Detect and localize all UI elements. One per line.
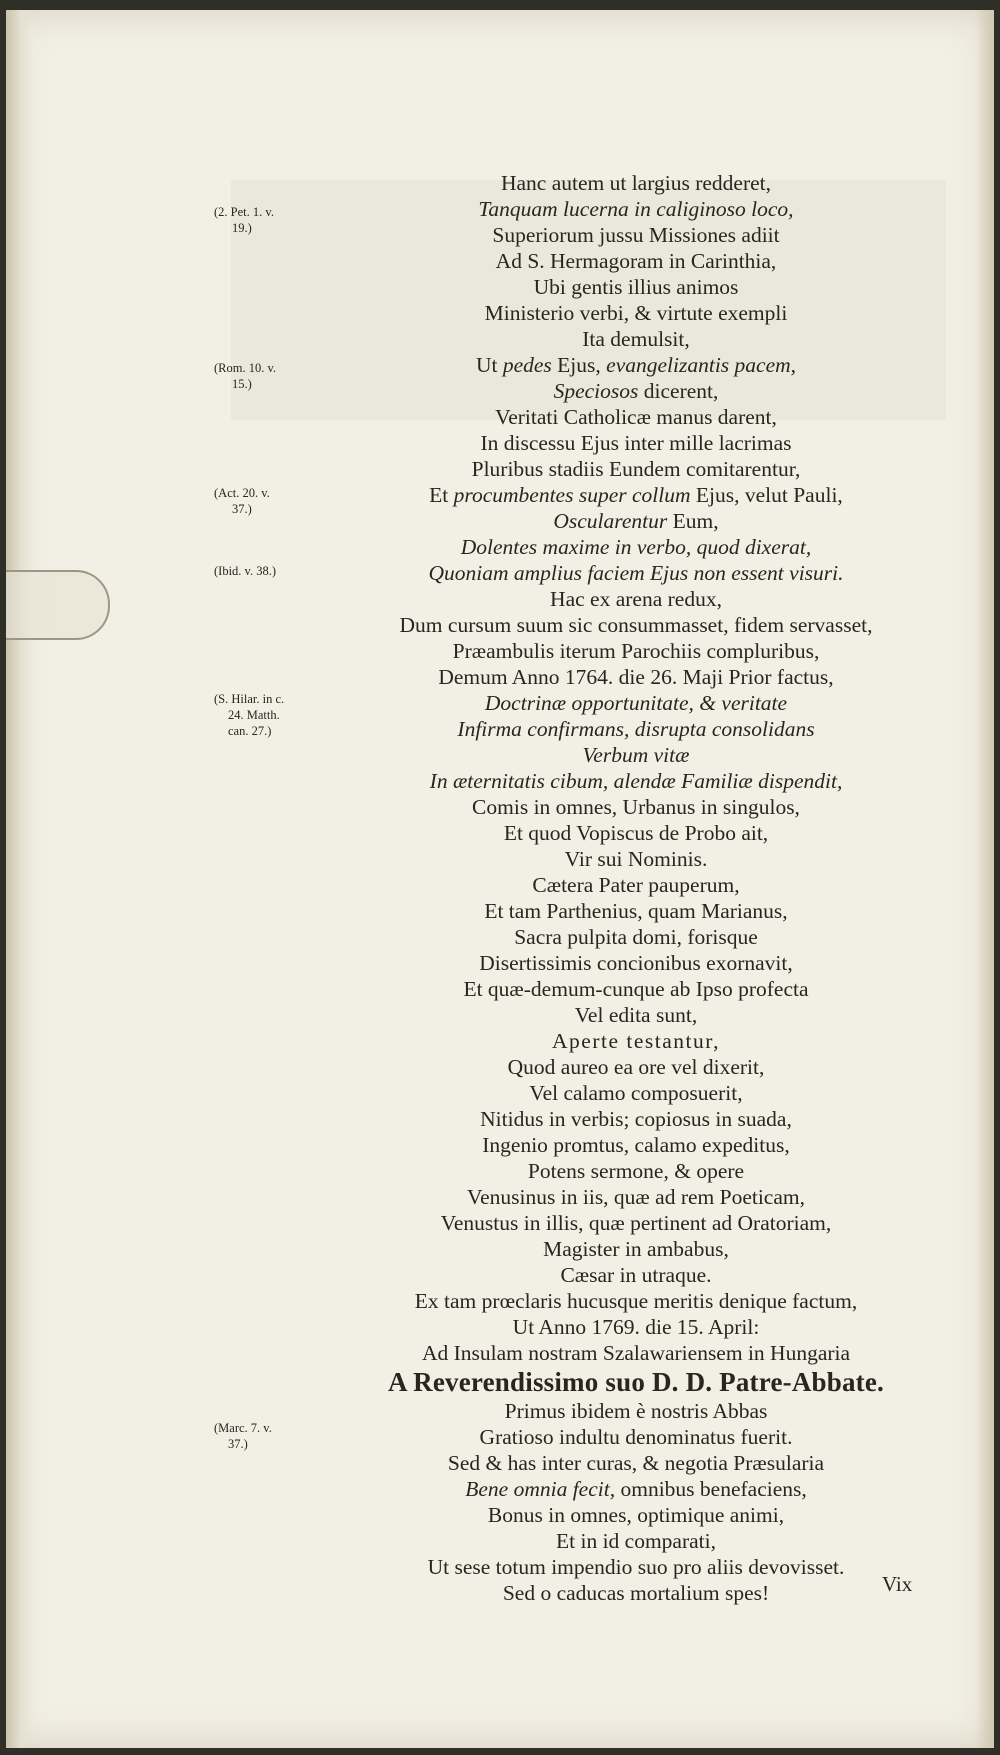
text-line bbox=[336, 898, 936, 924]
text-segment: Ut Anno 1769. die 15. April: bbox=[512, 1315, 760, 1339]
text-line bbox=[336, 352, 936, 378]
text-line bbox=[336, 378, 936, 404]
text-segment: Superiorum jussu Missiones adiit bbox=[492, 223, 780, 247]
text-segment: Bonus in omnes, optimique animi, bbox=[487, 1503, 785, 1527]
margin-note-line: 37.) bbox=[232, 502, 252, 516]
margin-note-line: 19.) bbox=[232, 221, 252, 235]
text-line bbox=[336, 222, 936, 248]
text-line bbox=[336, 1476, 936, 1502]
italic-segment: In æternitatis cibum, alendæ Familiæ dispendit, bbox=[429, 769, 843, 793]
italic-segment: evangelizantis pacem, bbox=[606, 353, 797, 377]
text-segment: Ejus, velut Pauli, bbox=[690, 483, 843, 507]
text-line bbox=[336, 846, 936, 872]
margin-note-ibid bbox=[214, 563, 334, 579]
text-segment: Quod aureo ea ore vel dixerit, bbox=[507, 1055, 765, 1079]
text-segment: Præambulis iterum Parochiis compluribus, bbox=[452, 639, 820, 663]
text-segment: Ita demulsit, bbox=[582, 327, 690, 351]
text-line bbox=[336, 1002, 936, 1028]
text-segment: Sed o caducas mortalium spes! bbox=[502, 1581, 770, 1605]
margin-note-line: (2. Pet. 1. v. bbox=[214, 205, 274, 219]
margin-note-line: (S. Hilar. in c. bbox=[214, 692, 285, 706]
text-line bbox=[336, 950, 936, 976]
text-line bbox=[336, 1398, 936, 1424]
text-line bbox=[336, 1106, 936, 1132]
text-segment: Hanc autem ut largius redderet, bbox=[500, 171, 772, 195]
text-line bbox=[336, 1528, 936, 1554]
text-line bbox=[336, 1132, 936, 1158]
text-line bbox=[336, 560, 936, 586]
text-segment: Magister in ambabus, bbox=[543, 1237, 729, 1261]
text-segment: omnibus benefaciens, bbox=[615, 1477, 807, 1501]
text-segment: Cætera Pater pauperum, bbox=[532, 873, 740, 897]
text-line bbox=[336, 1580, 936, 1606]
text-line bbox=[336, 326, 936, 352]
text-line bbox=[336, 716, 936, 742]
text-segment: Vir sui Nominis. bbox=[564, 847, 708, 871]
italic-segment: Oscularentur bbox=[553, 509, 668, 533]
text-line bbox=[336, 248, 936, 274]
text-segment: Et tam Parthenius, quam Marianus, bbox=[484, 899, 788, 923]
text-segment: Dum cursum suum sic consummasset, fidem servasset, bbox=[399, 613, 873, 637]
italic-segment: Dolentes maxime in verbo, quod dixerat, bbox=[460, 535, 812, 559]
text-line bbox=[336, 508, 936, 534]
text-segment: dicerent, bbox=[638, 379, 719, 403]
text-segment: Veritati Catholicæ manus darent, bbox=[495, 405, 777, 429]
text-line bbox=[336, 690, 936, 716]
text-segment: Vel calamo composuerit, bbox=[529, 1081, 743, 1105]
text-line bbox=[336, 456, 936, 482]
margin-note-s-hilar bbox=[214, 691, 334, 739]
text-segment: Ministerio verbi, & virtute exempli bbox=[484, 301, 788, 325]
text-segment: Gratioso indultu denominatus fuerit. bbox=[479, 1425, 793, 1449]
paper-page bbox=[6, 10, 994, 1748]
margin-note-line: (Rom. 10. v. bbox=[214, 361, 277, 375]
italic-segment: Infirma confirmans, disrupta consolidans bbox=[457, 717, 815, 741]
text-segment: Venustus in illis, quæ pertinent ad Oratoriam, bbox=[440, 1211, 832, 1235]
text-segment: Eum, bbox=[667, 509, 719, 533]
text-segment: Et bbox=[429, 483, 454, 507]
text-line bbox=[336, 1262, 936, 1288]
text-segment: Ex tam prœclaris hucusque meritis denique factum, bbox=[414, 1289, 858, 1313]
margin-note-line: 15.) bbox=[232, 377, 252, 391]
text-segment: Aperte testantur, bbox=[552, 1029, 720, 1053]
margin-note-line: (Ibid. v. 38.) bbox=[214, 564, 277, 578]
text-line bbox=[336, 170, 936, 196]
text-line bbox=[336, 794, 936, 820]
text-line bbox=[336, 768, 936, 794]
text-line bbox=[336, 924, 936, 950]
italic-segment: Bene omnia fecit, bbox=[465, 1477, 616, 1501]
text-line bbox=[336, 1314, 936, 1340]
margin-note-marc bbox=[214, 1420, 334, 1452]
text-line bbox=[336, 482, 936, 508]
margin-note-2-pet bbox=[214, 204, 334, 236]
text-line bbox=[336, 1028, 936, 1054]
text-segment: Ingenio promtus, calamo expeditus, bbox=[482, 1133, 790, 1157]
text-line bbox=[336, 300, 936, 326]
text-line bbox=[336, 1158, 936, 1184]
text-segment: Cæsar in utraque. bbox=[560, 1263, 712, 1287]
italic-segment: Doctrinæ opportunitate, & veritate bbox=[484, 691, 788, 715]
italic-segment: Quoniam amplius faciem Ejus non essent visuri. bbox=[428, 561, 844, 585]
text-segment: Pluribus stadiis Eundem comitarentur, bbox=[471, 457, 801, 481]
italic-segment: pedes bbox=[502, 353, 552, 377]
italic-segment: procumbentes super collum bbox=[453, 483, 691, 507]
catchword: Vix bbox=[882, 1572, 913, 1596]
page-left-shadow bbox=[6, 10, 32, 1748]
text-segment: Hac ex arena redux, bbox=[550, 587, 722, 611]
text-segment: In discessu Ejus inter mille lacrimas bbox=[480, 431, 792, 455]
text-line bbox=[336, 1340, 936, 1366]
text-segment: Venusinus in iis, quæ ad rem Poeticam, bbox=[467, 1185, 805, 1209]
text-line bbox=[336, 1210, 936, 1236]
text-line bbox=[336, 612, 936, 638]
page-right-shadow bbox=[976, 10, 994, 1748]
text-segment: Et quod Vopiscus de Probo ait, bbox=[503, 821, 769, 845]
italic-segment: Tanquam lucerna in caliginoso loco, bbox=[478, 197, 794, 221]
italic-segment: Speciosos bbox=[553, 379, 639, 403]
text-segment: Comis in omnes, Urbanus in singulos, bbox=[472, 795, 800, 819]
text-line bbox=[336, 1080, 936, 1106]
main-text-block bbox=[336, 170, 936, 1606]
text-segment: Ubi gentis illius animos bbox=[533, 275, 739, 299]
text-line bbox=[336, 274, 936, 300]
text-line bbox=[336, 1054, 936, 1080]
text-line bbox=[336, 430, 936, 456]
text-segment: Ut sese totum impendio suo pro aliis devovisset. bbox=[427, 1555, 845, 1579]
margin-note-line: 24. Matth. bbox=[228, 708, 280, 722]
text-segment: Demum Anno 1764. die 26. Maji Prior factus, bbox=[438, 665, 834, 689]
text-line bbox=[336, 1450, 936, 1476]
margin-note-line: (Marc. 7. v. bbox=[214, 1421, 272, 1435]
margin-note-line: 37.) bbox=[228, 1437, 248, 1451]
text-line bbox=[336, 586, 936, 612]
text-segment: Ut bbox=[475, 353, 503, 377]
binding-tab bbox=[6, 570, 110, 640]
text-line bbox=[336, 664, 936, 690]
text-line bbox=[336, 976, 936, 1002]
text-line bbox=[336, 1184, 936, 1210]
text-line bbox=[336, 1366, 936, 1398]
text-segment: Ejus, bbox=[551, 353, 607, 377]
text-line bbox=[336, 1236, 936, 1262]
text-segment: Ad S. Hermagoram in Carinthia, bbox=[495, 249, 777, 273]
text-line bbox=[336, 1554, 936, 1580]
text-line bbox=[336, 742, 936, 768]
text-line bbox=[336, 534, 936, 560]
text-line bbox=[336, 872, 936, 898]
margin-note-line: (Act. 20. v. bbox=[214, 486, 270, 500]
text-segment: Potens sermone, & opere bbox=[527, 1159, 745, 1183]
text-line bbox=[336, 820, 936, 846]
text-segment: Et in id comparati, bbox=[555, 1529, 716, 1553]
text-line bbox=[336, 1288, 936, 1314]
text-segment: Nitidus in verbis; copiosus in suada, bbox=[480, 1107, 792, 1131]
text-line bbox=[336, 638, 936, 664]
text-line bbox=[336, 404, 936, 430]
italic-segment: Verbum vitæ bbox=[582, 743, 690, 767]
text-segment: Et quæ-demum-cunque ab Ipso profecta bbox=[463, 977, 809, 1001]
margin-note-line: can. 27.) bbox=[228, 724, 272, 738]
text-segment: Sacra pulpita domi, forisque bbox=[514, 925, 758, 949]
text-segment: Primus ibidem è nostris Abbas bbox=[504, 1399, 768, 1423]
text-line bbox=[336, 1424, 936, 1450]
margin-note-rom bbox=[214, 360, 334, 392]
text-segment: Vel edita sunt, bbox=[574, 1003, 698, 1027]
text-segment: Sed & has inter curas, & negotia Præsularia bbox=[447, 1451, 825, 1475]
text-segment: Ad Insulam nostram Szalawariensem in Hungaria bbox=[421, 1341, 851, 1365]
text-line bbox=[336, 1502, 936, 1528]
margin-note-act bbox=[214, 485, 334, 517]
text-segment: Disertissimis concionibus exornavit, bbox=[479, 951, 793, 975]
text-line bbox=[336, 196, 936, 222]
text-segment: A Reverendissimo suo D. D. Patre-Abbate. bbox=[388, 1367, 884, 1397]
